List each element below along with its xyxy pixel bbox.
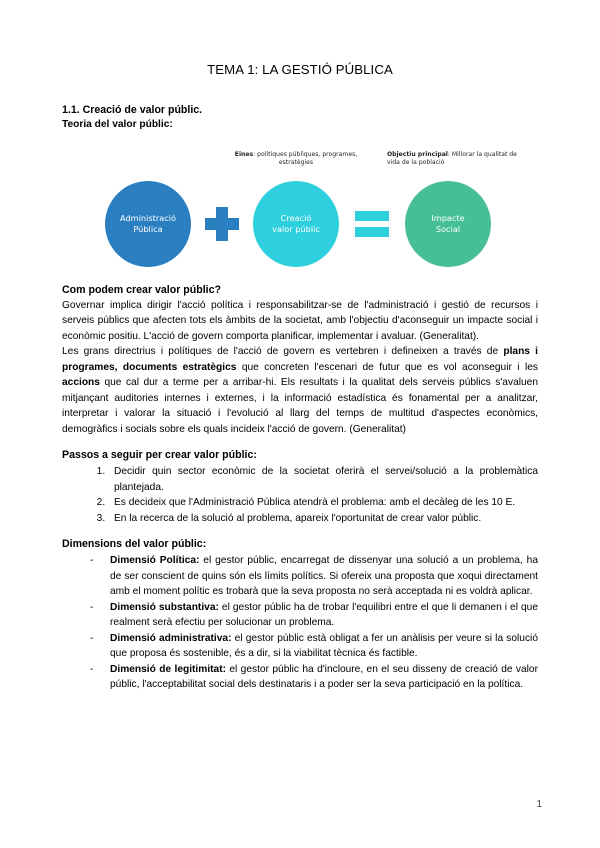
diagram-caption-goal-text: : Millorar la qualitat de vida de la població	[387, 150, 517, 166]
paragraph-directrius	[62, 344, 538, 437]
section-subheading: Teoria del valor públic:	[62, 119, 173, 131]
steps-list	[62, 464, 538, 526]
paragraph2-bold-plans: plans i programes, documents estratègics	[62, 346, 538, 373]
diagram-caption-tools-text: : polítiques públiques, programes, estratègies	[253, 150, 358, 166]
page-title: TEMA 1: LA GESTIÓ PÚBLICA	[207, 62, 393, 77]
diagram-caption-tools	[220, 151, 372, 168]
dimension-term: Dimensió Política:	[110, 555, 200, 567]
circle3-line2: Social	[435, 223, 461, 234]
value-creation-diagram	[62, 151, 538, 269]
circle3-line1: Impacte	[431, 212, 465, 223]
dimension-term: Dimensió de legitimitat:	[110, 663, 226, 675]
plus-icon	[205, 207, 239, 241]
diagram-circle-administracio-publica	[105, 181, 191, 267]
circle1-line2: Pública	[133, 223, 163, 234]
dimension-term: Dimensió administrativa:	[110, 632, 232, 644]
paragraph-governar: Governar implica dirigir l'acció política i responsabilitzar-se de l'administració i gestió de recursos i serveis públics que afecten tots els àmbits de la societat, amb l'objectiu d'aconseguir un impacte social i econòmic positiu. L'acció de govern comporta planificar, implementar i avaluar. (Generalitat).	[62, 299, 538, 342]
dash-marker: -	[90, 555, 94, 567]
list-item	[62, 600, 538, 631]
dimensions-heading: Dimensions del valor públic:	[62, 538, 207, 551]
list-item: 2. Es decideix que l'Administració Pública atendrà el problema: amb el decàleg de les 10 E.	[108, 495, 538, 511]
circle1-line1: Administració	[119, 212, 176, 223]
page-number: 1	[536, 799, 542, 810]
dimension-text: el gestor públic ha d'incloure, en el seu disseny de creació de valor públic, l'acceptabilitat social dels destinataris i a poder ser la seva participació en la política.	[110, 663, 538, 691]
dimension-text: el gestor públic, encarregat de dissenyar una solució a un problema, ha de ser conscient de quins són els límits polítics. Si ofereix una proposta que xoqui directament amb el moment polític es trobarà que la seva proposta no serà acceptada ni es voldrà aplicar.	[110, 555, 538, 598]
circle2-line2: valor públic	[272, 223, 320, 234]
diagram-caption-goal-label: Objectiu principal	[387, 150, 448, 158]
dimension-text: el gestor públic està obligat a fer un anàlisis per veure si la solució que proposa és sostenible, és a dir, si la viabilitat tècnica és factible.	[110, 632, 538, 660]
diagram-equation-row	[62, 181, 538, 267]
diagram-circle-impacte-social	[405, 181, 491, 267]
list-item	[62, 631, 538, 662]
paragraph2-part3: que cal dur a terme per a arribar-hi. Els resultats i la qualitat dels serveis públics s'avaluen mitjançant auditories internes i externes, i la informació estadística és fonamental per a analitzar, interpretar i valorar la situació i l'evolució al llarg del temps de multitud d'aspectes econòmics, demogràfics i socials sobre els quals incideix l'acció de govern. (Generalitat)	[62, 377, 538, 435]
list-item	[62, 553, 538, 600]
dimension-term: Dimensió substantiva:	[110, 601, 219, 613]
diagram-caption-tools-label: Eines	[234, 150, 254, 158]
list-item	[62, 662, 538, 693]
dash-marker: -	[90, 663, 94, 675]
paragraph2-part2: que concreten l'escenari de futur que es vol aconseguir i les	[236, 361, 538, 373]
paragraph2-bold-accions: accions	[62, 377, 100, 389]
list-item: 1. Decidir quin sector econòmic de la societat oferirà el servei/solució a la problemàtica plantejada.	[108, 464, 538, 495]
equals-icon	[355, 211, 389, 237]
list-item: 3. En la recerca de la solució al problema, apareix l'oportunitat de crear valor públic.	[108, 511, 538, 527]
paragraph2-part1: Les grans directrius i polítiques de l'acció de govern es vertebren i defineixen a través de	[62, 346, 504, 358]
diagram-circle-creacio-valor-public	[253, 181, 339, 267]
dash-marker: -	[90, 632, 94, 644]
diagram-caption-goal	[387, 151, 522, 168]
dimension-text: el gestor públic ha de trobar l'equilibri entre el que li demanen i el que realment serà efectiu per solucionar un problema.	[110, 601, 538, 629]
dash-marker: -	[90, 601, 94, 613]
section-heading: 1.1. Creació de valor públic.	[62, 104, 203, 116]
steps-heading: Passos a seguir per crear valor públic:	[62, 449, 257, 462]
circle2-line1: Creació	[280, 212, 312, 223]
dimensions-list	[62, 553, 538, 693]
question-heading: Com podem crear valor públic?	[62, 283, 221, 296]
